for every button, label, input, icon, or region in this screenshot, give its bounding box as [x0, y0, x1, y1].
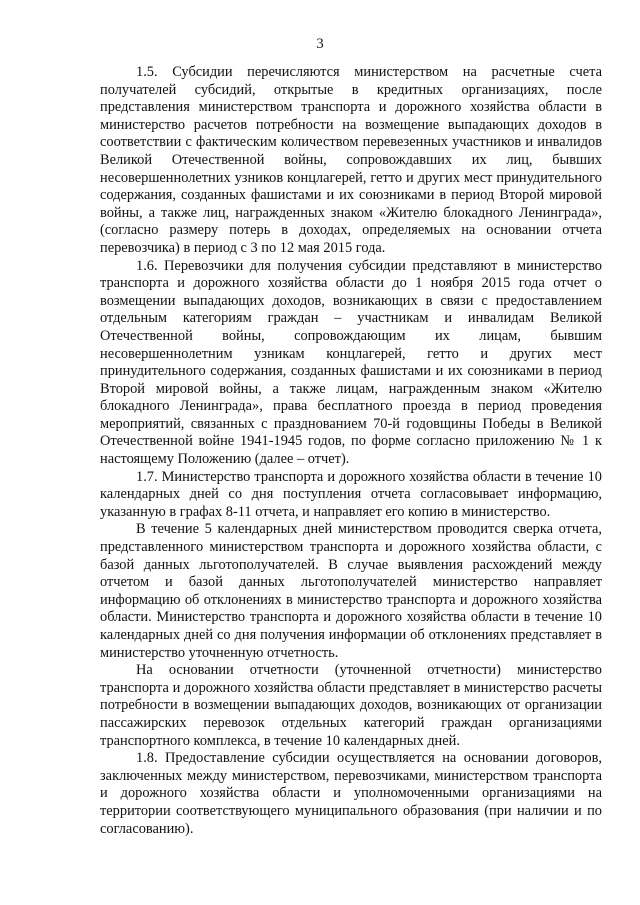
paragraph-1-8: 1.8. Предоставление субсидии осуществляется на основании договоров, заключенных между министерством, перевозчиками, министерством транспорта и дорожного хозяйства области и уполномоченными организациями на территории соответствующего муниципального образования (при наличии и по согласованию). [100, 750, 602, 837]
paragraph-reconciliation: В течение 5 календарных дней министерством проводится сверка отчета, представленного министерством транспорта и дорожного хозяйства области, с базой данных льготополучателей. В случае выявления расхождений между отчетом и базой данных льготополучателей министерство направляет информацию об отклонениях в министерство транспорта и дорожного хозяйства области. Министерство транспорта и дорожного хозяйства области в течение 10 календарных дней со дня получения информации об отклонениях представляет в министерство уточненную отчетность. [100, 521, 602, 661]
paragraph-1-6: 1.6. Перевозчики для получения субсидии представляют в министерство транспорта и дорожного хозяйства области до 1 ноября 2015 года отчет о возмещении выпадающих доходов, возникающих в связи с предоставлением отдельным категориям граждан – участникам и инвалидам Великой Отечественной войны, сопровождающим их лицам, бывшим несовершеннолетним узникам концлагерей, гетто и других мест принудительного содержания, созданных фашистами и их союзниками в период Второй мировой войны, а также лицам, награжденным знаком «Жителю блокадного Ленинграда», права бесплатного проезда в период проведения мероприятий, связанных с празднованием 70-й годовщины Победы в Великой Отечественной войне 1941-1945 годов, по форме согласно приложению № 1 к настоящему Положению (далее – отчет). [100, 257, 602, 468]
page-number: 3 [316, 36, 324, 52]
paragraph-reporting: На основании отчетности (уточненной отчетности) министерство транспорта и дорожного хозяйства области представляет в министерство расчеты потребности в возмещении выпадающих доходов, возникающих от организации пассажирских перевозок отдельных категорий граждан организациями транспортного комплекса, в течение 10 календарных дней. [100, 662, 602, 749]
paragraph-1-7: 1.7. Министерство транспорта и дорожного хозяйства области в течение 10 календарных дней со дня поступления отчета согласовывает информацию, указанную в графах 8-11 отчета, и направляет его копию в министерство. [100, 468, 602, 520]
document-body [100, 64, 602, 838]
paragraph-1-5: 1.5. Субсидии перечисляются министерством на расчетные счета получателей субсидий, открытые в кредитных организациях, после представления министерством транспорта и дорожного хозяйства области в министерство расчетов потребности на возмещение выпадающих доходов в соответствии с фактическим количеством перевезенных участников и инвалидов Великой Отечественной войны, сопровождавших их лиц, бывших несовершеннолетних узников концлагерей, гетто и других мест принудительного содержания, созданных фашистами и их союзниками в период Второй мировой войны, а также лиц, награжденных знаком «Жителю блокадного Ленинграда», (согласно размеру потерь в доходах, определяемых на основании отчета перевозчика) в период с 3 по 12 мая 2015 года. [100, 64, 602, 256]
